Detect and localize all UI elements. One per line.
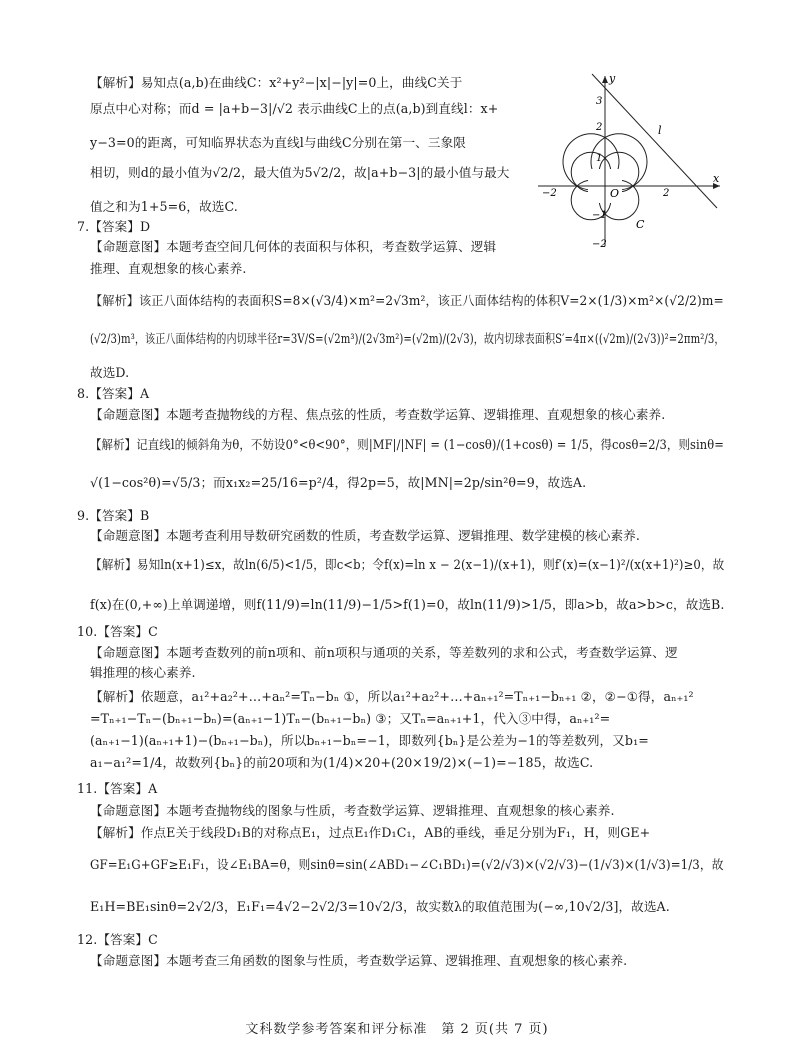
- text-line: 【命题意图】本题考查三角函数的图象与性质，考查数学运算、逻辑推理、直观想象的核心素养.: [90, 953, 628, 968]
- text-line: 原点中心对称；而d = |a+b−3|/√2 表示曲线C上的点(a,b)到直线l：x+: [90, 101, 499, 116]
- axis-y-label: y: [609, 72, 616, 85]
- answer-heading: 10.【答案】C: [77, 624, 158, 639]
- tick-label: −1: [592, 210, 607, 221]
- text-line: 【命题意图】本题考查抛物线的图象与性质，考查数学运算、逻辑推理、直观想象的核心素养.: [90, 803, 615, 818]
- text-line: 【命题意图】本题考查利用导数研究函数的性质，考查数学运算、逻辑推理、数学建模的核心素养.: [90, 528, 640, 543]
- text-line: 【解析】易知ln(x+1)≤x，故ln(6/5)<1/5，即c<b；令f(x)=ln x − 2(x−1)/(x+1)，则f′(x)=(x−1)²/(x(x+1)²)≥0，故: [90, 557, 725, 572]
- text-line: 【解析】该正八面体结构的表面积S=8×(√3/4)×m²=2√3m²，该正八面体结构的体积V=2×(1/3)×m²×(√2/2)m=: [90, 293, 724, 308]
- tick-label: −2: [592, 239, 607, 250]
- text-line: y−3=0的距离，可知临界状态为直线l与曲线C分别在第一、三象限: [90, 135, 466, 150]
- answer-heading: 7.【答案】D: [77, 219, 151, 234]
- text-line: a₁−a₁²=1/4，故数列{bₙ}的前20项和为(1/4)×20+(20×19/2)×(−1)=−185，故选C.: [90, 755, 594, 770]
- tick-label: 2: [663, 188, 670, 199]
- text-line: E₁H=BE₁sinθ=2√2/3，E₁F₁=4√2−2√2/3=10√2/3，故实数λ的取值范围为(−∞,10√2/3]，故选A.: [90, 899, 670, 914]
- text-line: 【解析】记直线l的倾斜角为θ，不妨设0°<θ<90°，则|MF|/|NF| = (1−cosθ)/(1+cosθ) = 1/5，得cosθ=2/3，则sinθ=: [90, 437, 724, 452]
- answer-heading: 11.【答案】A: [77, 781, 158, 796]
- tick-label: 2: [596, 122, 603, 133]
- text-line: 【解析】易知点(a,b)在曲线C：x²+y²−|x|−|y|=0上，曲线C关于: [90, 75, 463, 90]
- text-line: 【命题意图】本题考查数列的前n项和、前n项积与通项的关系，等差数列的求和公式，考查数学运算、逻: [90, 645, 678, 660]
- curve-c-label: C: [636, 218, 645, 231]
- tick-label: −2: [542, 188, 557, 199]
- page-footer: 文科数学参考答案和评分标准 第 2 页(共 7 页): [245, 1022, 549, 1037]
- text-line: 值之和为1+5=6，故选C.: [90, 199, 238, 214]
- text-line: 相切，则d的最小值为√2/2，最大值为5√2/2，故|a+b−3|的最小值与最大: [90, 165, 510, 180]
- answer-heading: 8.【答案】A: [77, 386, 150, 401]
- text-line: 推理、直观想象的核心素养.: [90, 261, 247, 276]
- text-line: 故选D.: [90, 365, 130, 380]
- text-line: (√2/3)m³，该正八面体结构的内切球半径r=3V/S=(√2m³)/(2√3m²)=(√2m)/(2√3)，故内切球表面积S′=4π×((√2m)/(2√3))²=2πm²/3，: [90, 331, 725, 346]
- text-line: 【命题意图】本题考查抛物线的方程、焦点弦的性质，考查数学运算、逻辑推理、直观想象的核心素养.: [90, 407, 666, 422]
- text-line: 辑推理的核心素养.: [90, 665, 196, 680]
- text-line: 【解析】作点E关于线段D₁B的对称点E₁，过点E₁作D₁C₁，AB的垂线，垂足分别为F₁，H，则GE+: [90, 825, 651, 840]
- text-line: =Tₙ₊₁−Tₙ−(bₙ₊₁−bₙ)=(aₙ₊₁−1)Tₙ−(bₙ₊₁−bₙ) ③；又Tₙ=aₙ₊₁+1，代入③中得，aₙ₊₁²=: [90, 711, 611, 726]
- tick-label: 3: [596, 96, 603, 107]
- text-line: √(1−cos²θ)=√5/3；而x₁x₂=25/16=p²/4，得2p=5，故|MN|=2p/sin²θ=9，故选A.: [90, 475, 587, 490]
- answer-heading: 12.【答案】C: [77, 932, 158, 947]
- axis-x-label: x: [713, 172, 720, 185]
- text-line: 【命题意图】本题考查空间几何体的表面积与体积，考查数学运算、逻辑: [90, 239, 497, 254]
- origin-label: O: [610, 187, 620, 200]
- tick-label: 1: [596, 153, 603, 164]
- text-line: f(x)在(0,+∞)上单调递增，则f(11/9)=ln(11/9)−1/5>f(1)=0，故ln(11/9)>1/5，即a>b，故a>b>c，故选B.: [90, 597, 725, 612]
- text-line: GF=E₁G+GF≥E₁F₁，设∠E₁BA=θ，则sinθ=sin(∠ABD₁−∠C₁BD₁)=(√2/√3)×(√2/√3)−(1/√3)×(1/√3)=1/3，故: [90, 857, 724, 872]
- curve-figure: [530, 66, 730, 256]
- text-line: (aₙ₊₁−1)(aₙ₊₁+1)−(bₙ₊₁−bₙ)，所以bₙ₊₁−bₙ=−1，即数列{bₙ}是公差为−1的等差数列，又b₁=: [90, 733, 649, 748]
- text-line: 【解析】依题意，a₁²+a₂²+…+aₙ²=Tₙ−bₙ ①，所以a₁²+a₂²+…+aₙ₊₁²=Tₙ₊₁−bₙ₊₁ ②，②−①得，aₙ₊₁²: [90, 689, 694, 704]
- line-l-label: l: [658, 124, 662, 137]
- answer-heading: 9.【答案】B: [77, 508, 150, 523]
